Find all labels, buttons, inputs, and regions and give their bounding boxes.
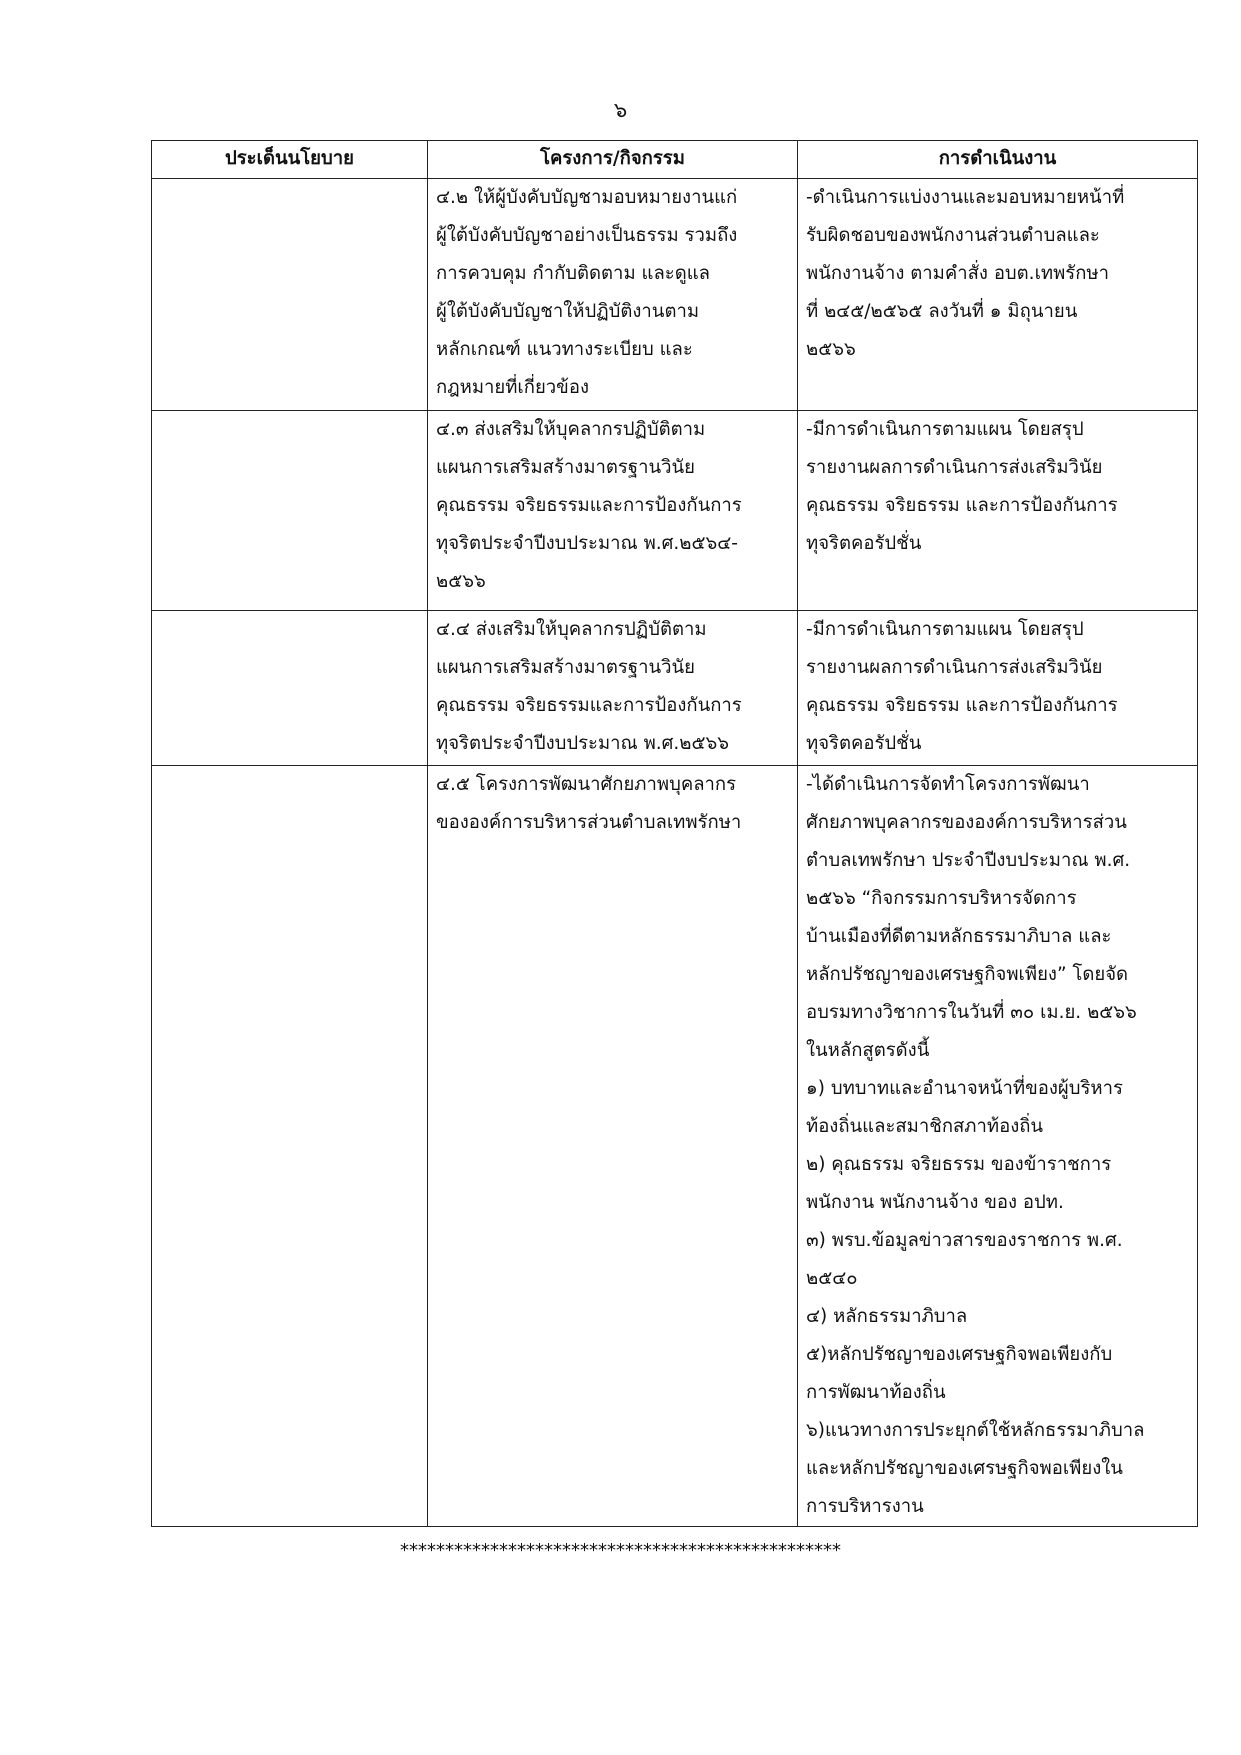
table-row: [152, 766, 1198, 1527]
project-line: คุณธรรม จริยธรรมและการป้องกันการ: [436, 495, 742, 516]
project-line: คุณธรรม จริยธรรมและการป้องกันการ: [436, 695, 742, 716]
policy-cell: [152, 766, 428, 1527]
policy-cell: [152, 411, 428, 611]
table-row: [152, 611, 1198, 766]
operation-line: อบรมทางวิชาการในวันที่ ๓๐ เม.ย. ๒๕๖๖: [806, 1002, 1137, 1023]
project-line: กฎหมายที่เกี่ยวข้อง: [436, 377, 589, 398]
project-line: ผู้ใต้บังคับบัญชาอย่างเป็นธรรม รวมถึง: [436, 225, 738, 246]
operation-line: -ดำเนินการแบ่งงานและมอบหมายหน้าที่: [806, 187, 1125, 208]
operation-line: พนักงาน พนักงานจ้าง ของ อปท.: [806, 1192, 1064, 1213]
table-body: [152, 179, 1198, 1527]
header-project: โครงการ/กิจกรรม: [428, 141, 798, 179]
operation-line: ๒๕๔๐: [806, 1268, 858, 1289]
operation-line: ๖)แนวทางการประยุกต์ใช้หลักธรรมาภิบาล: [806, 1420, 1145, 1441]
project-line: ผู้ใต้บังคับบัญชาให้ปฏิบัติงานตาม: [436, 301, 700, 322]
project-line: ๔.๕ โครงการพัฒนาศักยภาพบุคลากร: [436, 774, 737, 795]
project-line: ๔.๔ ส่งเสริมให้บุคลากรปฏิบัติตาม: [436, 619, 707, 640]
operation-line: ศักยภาพบุคลากรขององค์การบริหารส่วน: [806, 812, 1127, 833]
operation-line: คุณธรรม จริยธรรม และการป้องกันการ: [806, 695, 1118, 716]
project-line: แผนการเสริมสร้างมาตรฐานวินัย: [436, 657, 695, 678]
project-line: ทุจริตประจำปีงบประมาณ พ.ศ.๒๕๖๖: [436, 733, 729, 754]
operation-line: -มีการดำเนินการตามแผน โดยสรุป: [806, 419, 1084, 440]
operation-line: บ้านเมืองที่ดีตามหลักธรรมาภิบาล และ: [806, 926, 1112, 947]
operation-line: ในหลักสูตรดังนี้: [806, 1040, 930, 1061]
operation-line: รายงานผลการดำเนินการส่งเสริมวินัย: [806, 657, 1103, 678]
operation-line: ทุจริตคอรัปชั่น: [806, 533, 922, 554]
operation-line: ทุจริตคอรัปชั่น: [806, 733, 922, 754]
project-line: ๔.๒ ให้ผู้บังคับบัญชามอบหมายงานแก่: [436, 187, 738, 208]
operation-line: และหลักปรัชญาของเศรษฐกิจพอเพียงใน: [806, 1458, 1123, 1479]
project-line: ขององค์การบริหารส่วนตำบลเทพรักษา: [436, 812, 742, 833]
operation-line: พนักงานจ้าง ตามคำสั่ง อบต.เทพรักษา: [806, 263, 1110, 284]
operation-line: ๒) คุณธรรม จริยธรรม ของข้าราชการ: [806, 1154, 1112, 1175]
operation-line: คุณธรรม จริยธรรม และการป้องกันการ: [806, 495, 1118, 516]
project-cell: [428, 611, 798, 766]
table-header-row: [152, 141, 1198, 179]
operation-line: ๓) พรบ.ข้อมูลข่าวสารของราชการ พ.ศ.: [806, 1230, 1123, 1251]
operation-line: การบริหารงาน: [806, 1496, 924, 1517]
policy-cell: [152, 179, 428, 411]
project-line: ทุจริตประจำปีงบประมาณ พ.ศ.๒๕๖๔-: [436, 533, 738, 554]
operation-line: รายงานผลการดำเนินการส่งเสริมวินัย: [806, 457, 1103, 478]
operation-line: การพัฒนาท้องถิ่น: [806, 1382, 946, 1403]
project-cell: [428, 411, 798, 611]
operation-cell: [798, 766, 1198, 1527]
project-line: แผนการเสริมสร้างมาตรฐานวินัย: [436, 457, 695, 478]
operation-line: ๑) บทบาทและอำนาจหน้าที่ของผู้บริหาร: [806, 1078, 1123, 1099]
operation-line: ที่ ๒๔๕/๒๕๖๕ ลงวันที่ ๑ มิถุนายน: [806, 301, 1078, 322]
policy-cell: [152, 611, 428, 766]
separator-line: *************************************************: [400, 1540, 841, 1561]
project-line: การควบคุม กำกับติดตาม และดูแล: [436, 263, 710, 284]
project-line: ๒๕๖๖: [436, 571, 486, 592]
page-number: ๖: [613, 98, 628, 122]
operation-line: ๕)หลักปรัชญาของเศรษฐกิจพอเพียงกับ: [806, 1344, 1113, 1365]
operation-cell: [798, 179, 1198, 411]
table-row: [152, 411, 1198, 611]
operation-line: รับผิดชอบของพนักงานส่วนตำบลและ: [806, 225, 1100, 246]
operation-line: ๒๕๖๖: [806, 339, 856, 360]
operation-line: -ได้ดำเนินการจัดทำโครงการพัฒนา: [806, 774, 1090, 795]
operation-cell: [798, 611, 1198, 766]
policy-table: [151, 140, 1198, 1527]
project-cell: [428, 179, 798, 411]
table-row: [152, 179, 1198, 411]
operation-cell: [798, 411, 1198, 611]
operation-line: -มีการดำเนินการตามแผน โดยสรุป: [806, 619, 1084, 640]
header-policy: ประเด็นนโยบาย: [152, 141, 428, 179]
operation-line: ตำบลเทพรักษา ประจำปีงบประมาณ พ.ศ.: [806, 850, 1131, 871]
project-line: หลักเกณฑ์ แนวทางระเบียบ และ: [436, 339, 693, 360]
operation-line: หลักปรัชญาของเศรษฐกิจพเพียง” โดยจัด: [806, 964, 1129, 985]
header-operation: การดำเนินงาน: [798, 141, 1198, 179]
project-line: ๔.๓ ส่งเสริมให้บุคลากรปฏิบัติตาม: [436, 419, 706, 440]
operation-line: ๒๕๖๖ “กิจกรรมการบริหารจัดการ: [806, 888, 1077, 909]
operation-line: ๔) หลักธรรมาภิบาล: [806, 1306, 968, 1327]
project-cell: [428, 766, 798, 1527]
operation-line: ท้องถิ่นและสมาชิกสภาท้องถิ่น: [806, 1116, 1044, 1137]
